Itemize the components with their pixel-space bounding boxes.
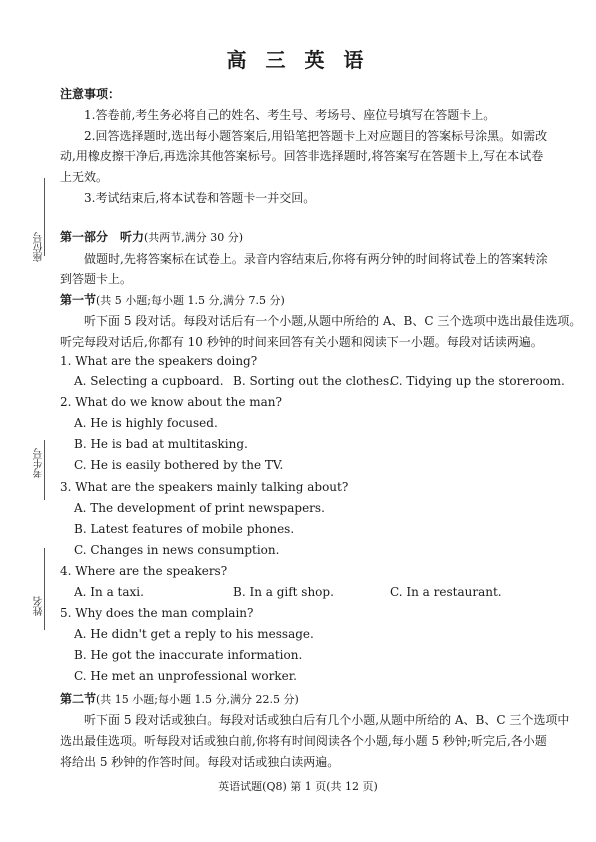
- question-option: B. He is bad at multitasking.: [74, 437, 248, 451]
- question-option: C. He met an unprofessional worker.: [74, 669, 297, 683]
- notes-item: 1.答卷前,考生务必将自己的姓名、考生号、考场号、座位号填写在答题卡上。: [84, 108, 496, 122]
- section2-heading-note: (共 15 小题;每小题 1.5 分,满分 22.5 分): [96, 693, 299, 706]
- binding-line: [44, 548, 45, 630]
- question-option: A. In a taxi.: [74, 585, 144, 599]
- question-stem: 5. Why does the man complain?: [60, 606, 254, 620]
- notes-item: 上无效。: [60, 170, 109, 184]
- section1-intro: 听下面 5 段对话。每段对话后有一个小题,从题中所给的 A、B、C 三个选项中选出最佳选项。: [84, 314, 582, 328]
- question-stem: 1. What are the speakers doing?: [60, 354, 258, 368]
- section2-heading-text: 第二节: [60, 692, 97, 706]
- section2-intro: 听下面 5 段对话或独白。每段对话或独白后有几个小题,从题中所给的 A、B、C 三个选项中: [84, 713, 570, 727]
- question-option: C. In a restaurant.: [390, 585, 502, 599]
- question-option: C. Changes in news consumption.: [74, 543, 280, 557]
- question-option: A. He didn't get a reply to his message.: [74, 627, 314, 641]
- question-option: B. Sorting out the clothes.: [233, 374, 393, 388]
- question-option: A. He is highly focused.: [74, 416, 218, 430]
- name-label: 姓名: [34, 596, 45, 616]
- examinee-number-label: 考生号: [34, 448, 45, 478]
- question-stem: 3. What are the speakers mainly talking about?: [60, 480, 349, 494]
- section2-intro: 将给出 5 秒钟的作答时间。每段对话或独白读两遍。: [60, 755, 340, 769]
- notes-heading: 注意事项：: [60, 87, 121, 101]
- section2-heading: [60, 690, 299, 707]
- notes-item: 动,用橡皮擦干净后,再选涂其他答案标号。回答非选择题时,将答案写在答题卡上,写在本试卷: [60, 149, 544, 163]
- section1-heading-note: (共 5 小题;每小题 1.5 分,满分 7.5 分): [96, 294, 285, 307]
- section1-heading: [60, 291, 285, 308]
- notes-item: 2.回答选择题时,选出每小题答案后,用铅笔把答题卡上对应题目的答案标号涂黑。如需改: [84, 129, 548, 143]
- page-title: 高 三 英 语: [226, 48, 370, 72]
- seat-number-label: 座位号: [34, 232, 45, 262]
- question-option: A. Selecting a cupboard.: [74, 374, 224, 388]
- question-option: C. Tidying up the storeroom.: [390, 374, 565, 388]
- question-option: B. Latest features of mobile phones.: [74, 522, 295, 536]
- question-option: B. In a gift shop.: [233, 585, 334, 599]
- question-option: C. He is easily bothered by the TV.: [74, 458, 284, 472]
- part1-intro: 到答题卡上。: [60, 272, 133, 286]
- question-option: A. The development of print newspapers.: [74, 501, 325, 515]
- notes-item: 3.考试结束后,将本试卷和答题卡一并交回。: [84, 191, 316, 205]
- question-stem: 2. What do we know about the man?: [60, 395, 282, 409]
- part1-heading-note: (共两节,满分 30 分): [144, 231, 244, 244]
- page-footer: 英语试题(Q8) 第 1 页(共 12 页): [218, 780, 378, 793]
- part1-intro: 做题时,先将答案标在试卷上。录音内容结束后,你将有两分钟的时间将试卷上的答案转涂: [84, 252, 548, 266]
- question-stem: 4. Where are the speakers?: [60, 564, 228, 578]
- part1-heading-text: 第一部分 听力: [60, 230, 145, 244]
- section1-intro: 听完每段对话后,你都有 10 秒钟的时间来回答有关小题和阅读下一小题。每段对话读两遍。: [60, 335, 543, 349]
- part1-heading: [60, 228, 243, 245]
- section1-heading-text: 第一节: [60, 293, 97, 307]
- section2-intro: 选出最佳选项。听每段对话或独白前,你将有时间阅读各个小题,每小题 5 秒钟;听完后,各小题: [60, 734, 547, 748]
- question-option: B. He got the inaccurate information.: [74, 648, 303, 662]
